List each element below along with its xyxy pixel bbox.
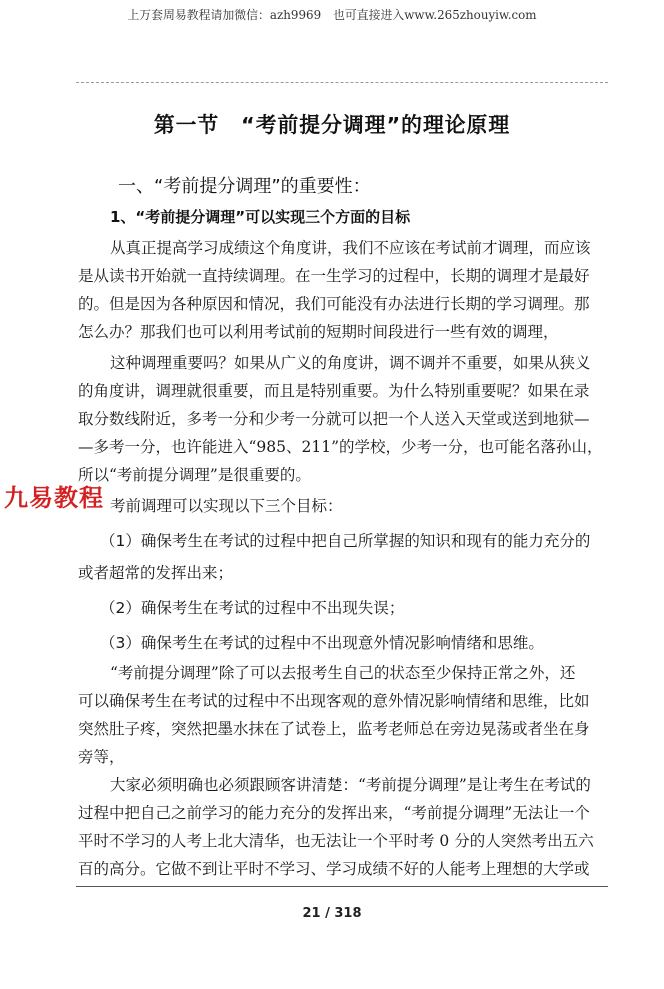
- section-heading: 一、“考前提分调理”的重要性：: [118, 176, 371, 197]
- para3-line-1: “考前提分调理”除了可以去报考生自己的状态至少保持正常之外，还: [110, 664, 576, 682]
- para2-line-5: 所以“考前提分调理”是很重要的。: [78, 466, 311, 484]
- para2-line-2: 的角度讲，调理就很重要，而且是特别重要。为什么特别重要呢？如果在录: [78, 382, 590, 400]
- para3-line-3: 突然肚子疼，突然把墨水抹在了试卷上，监考老师总在旁边晃荡或者坐在身: [78, 720, 590, 738]
- para4-line-1: 大家必须明确也必须跟顾客讲清楚：“考前提分调理”是让考生在考试的: [110, 776, 591, 794]
- subsection-heading: 1、“考前提分调理”可以实现三个方面的目标: [110, 208, 411, 226]
- para1-line-4: 怎么办？那我们也可以利用考试前的短期时间段进行一些有效的调理，: [78, 323, 559, 341]
- goal-2: （2）确保考生在考试的过程中不出现失误；: [100, 599, 405, 617]
- watermark-logo: 九易教程: [4, 484, 104, 512]
- para2-line-4: —多考一分，也许能进入“985、211”的学校，少考一分，也可能名落孙山，: [78, 438, 603, 456]
- para4-line-3: 平时不学习的人考上北大清华，也无法让一个平时考 0 分的人突然考出五六: [78, 832, 594, 850]
- para1-line-3: 的。但是因为各种原因和情况，我们可能没有办法进行长期的学习调理。那: [78, 295, 590, 313]
- goal-1-line-2: 或者超常的发挥出来；: [78, 564, 234, 582]
- goal-1-line-1: （1）确保考生在考试的过程中把自己所掌握的知识和现有的能力充分的: [100, 532, 591, 550]
- para3-line-2: 可以确保考生在考试的过程中不出现客观的意外情况影响情绪和思维，比如: [78, 692, 590, 710]
- goals-intro: 考前调理可以实现以下三个目标：: [110, 497, 343, 515]
- para4-line-4: 百的高分。它做不到让平时不学习、学习成绩不好的人能考上理想的大学或: [78, 860, 590, 878]
- page-number: 21 / 318: [302, 906, 362, 921]
- goal-3: （3）确保考生在考试的过程中不出现意外情况影响情绪和思维。: [100, 634, 544, 652]
- para4-line-2: 过程中把自己之前学习的能力充分的发挥出来，“考前提分调理”无法让一个: [78, 804, 590, 822]
- para2-line-3: 取分数线附近，多考一分和少考一分就可以把一个人送入天堂或送到地狱—: [78, 410, 590, 428]
- bottom-divider: [76, 886, 608, 887]
- header-note: 上万套周易教程请加微信：azh9969 也可直接进入www.265zhouyiw.com: [127, 8, 537, 22]
- para2-line-1: 这种调理重要吗？如果从广义的角度讲，调不调并不重要，如果从狭义: [110, 354, 591, 372]
- para1-line-1: 从真正提高学习成绩这个角度讲，我们不应该在考试前才调理，而应该: [110, 239, 591, 257]
- para3-line-4: 旁等，: [78, 748, 125, 766]
- page-title: 第一节 “考前提分调理”的理论原理: [153, 113, 511, 137]
- para1-line-2: 是从读书开始就一直持续调理。在一生学习的过程中，长期的调理才是最好: [78, 267, 590, 285]
- top-divider: [76, 82, 608, 83]
